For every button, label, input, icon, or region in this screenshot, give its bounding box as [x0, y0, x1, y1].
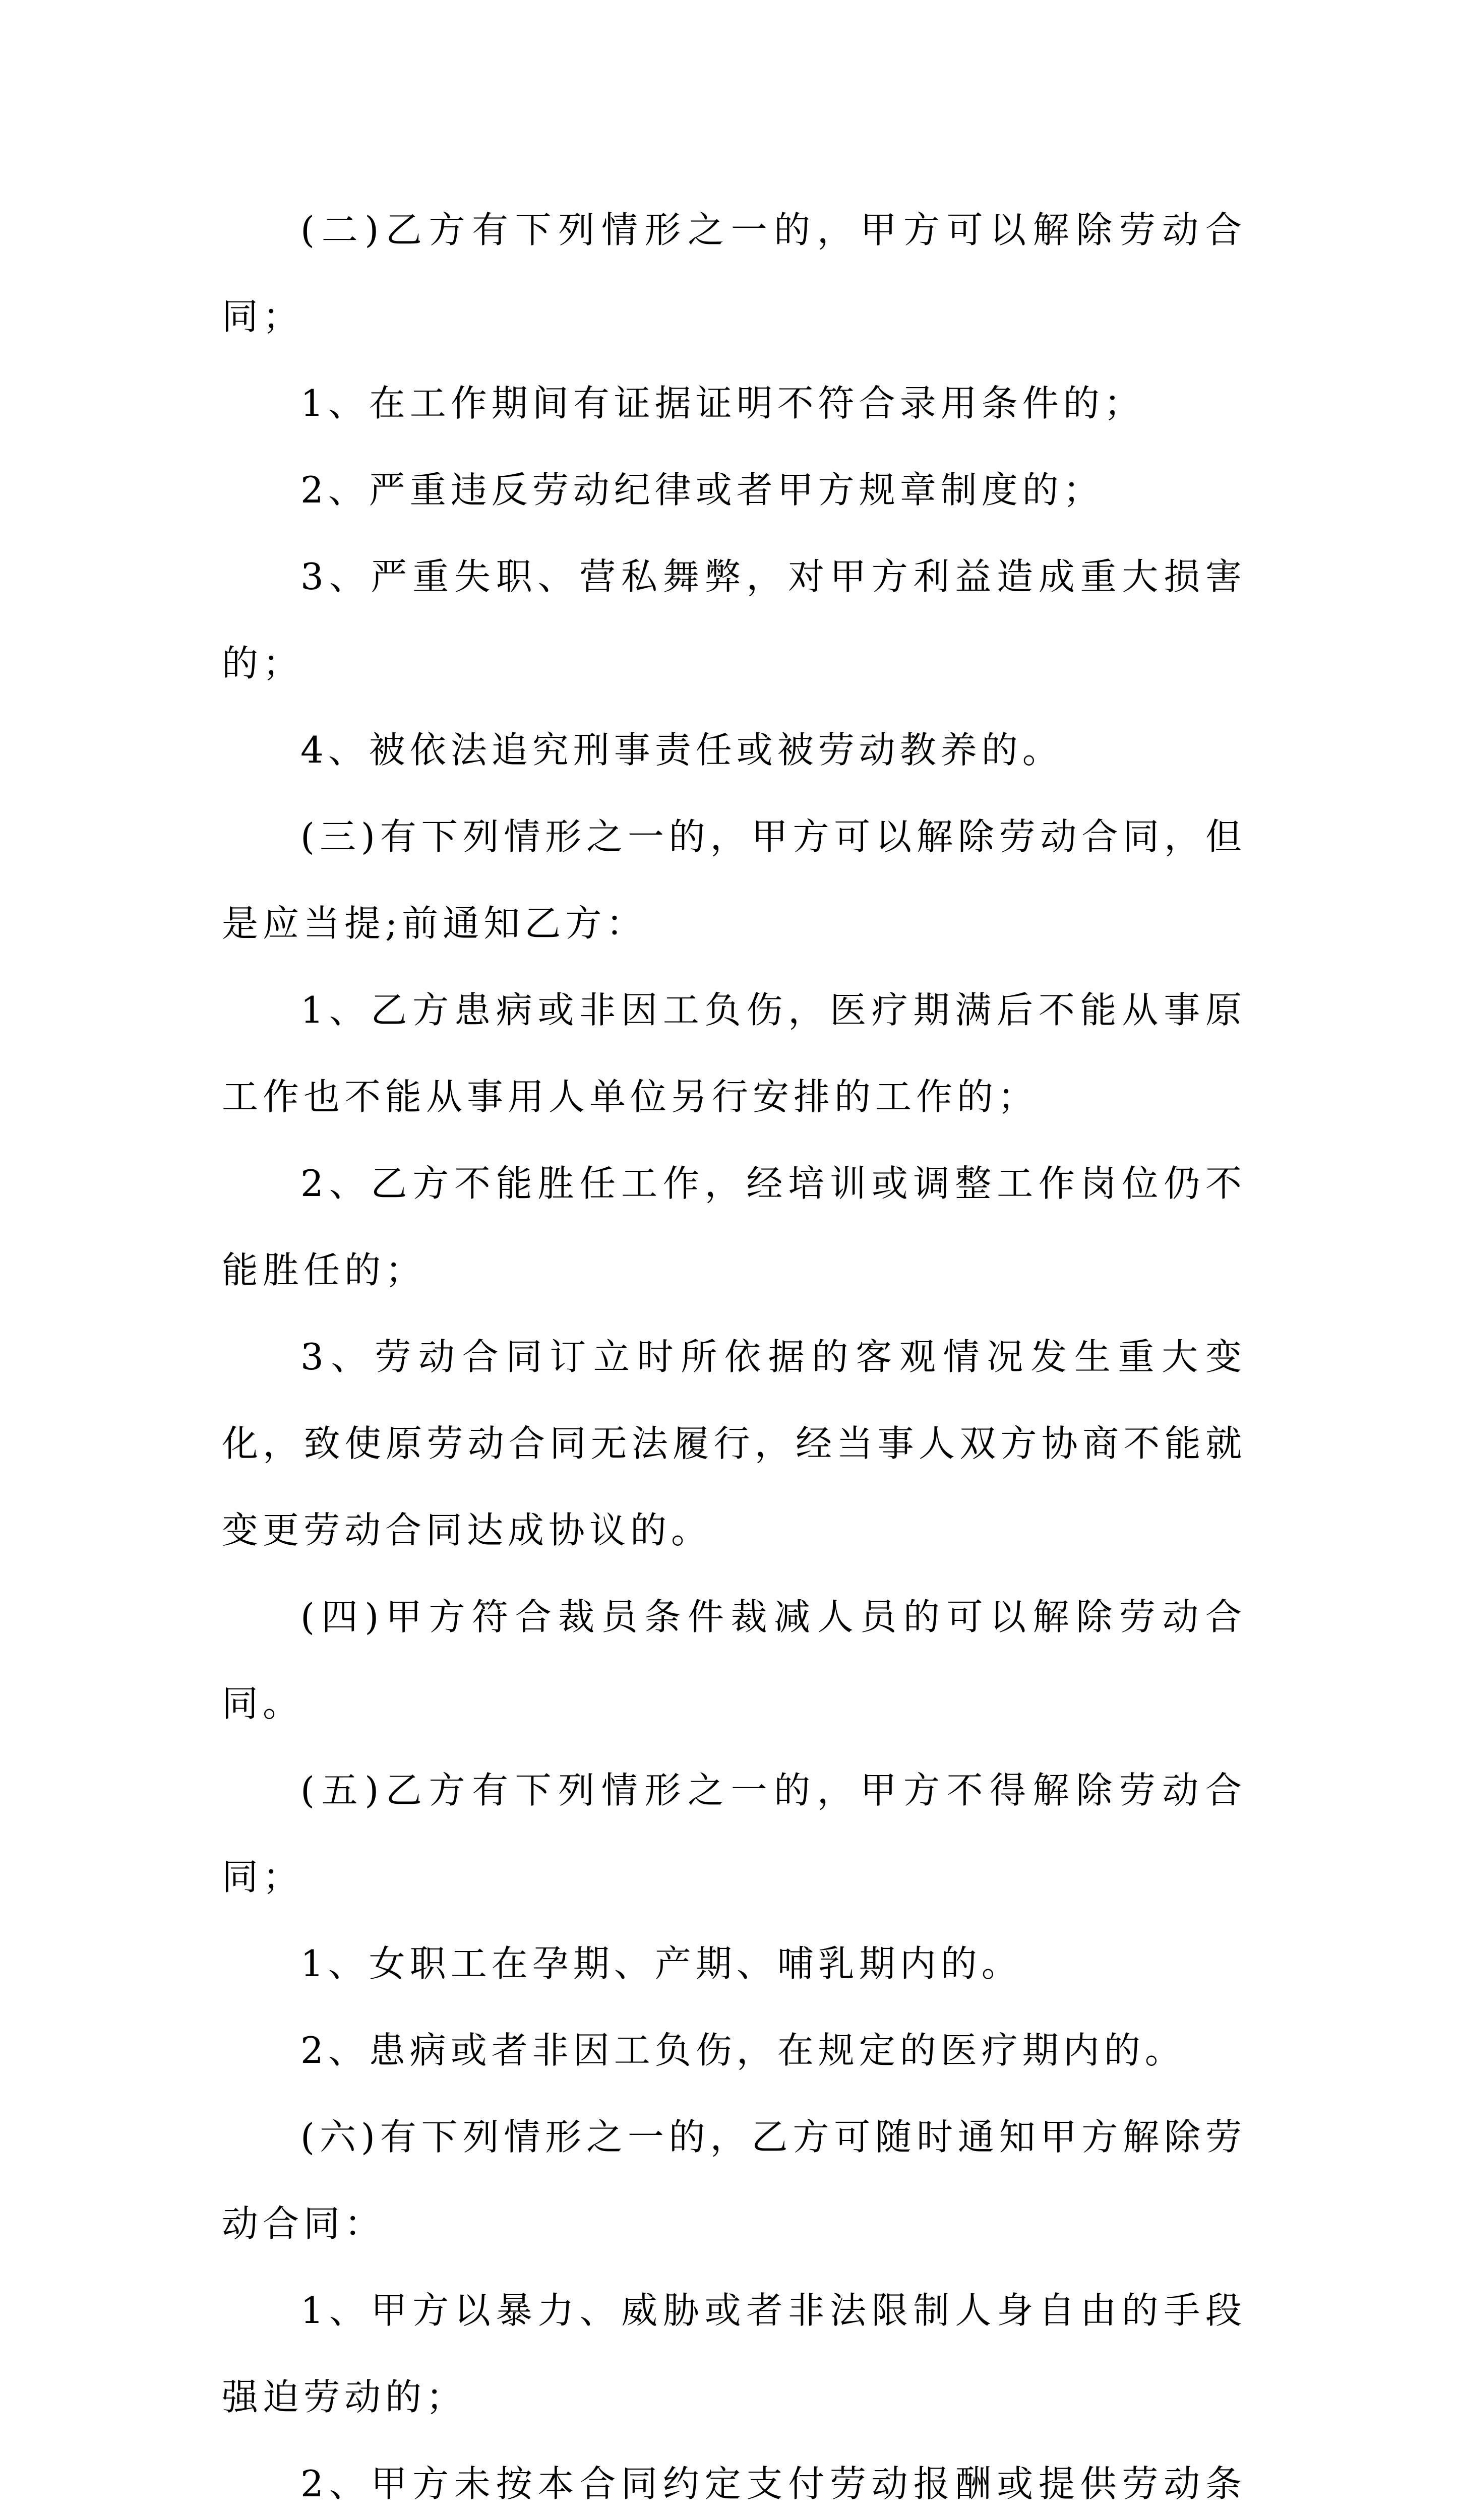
contract-body: [222, 186, 1246, 2520]
section-2-item-4: 4、被依法追究刑事责任或被劳动教养的。: [300, 729, 1063, 771]
section-6-item-2: 2、甲方未按本合同约定支付劳动报酬或提供劳动条: [300, 2463, 1246, 2505]
section-4-heading: (四)甲方符合裁员条件裁减人员的可以解除劳动合同。: [222, 1596, 1246, 1725]
section-2-item-1: 1、在工作期间有证据证明不符合录用条件的；: [300, 382, 1145, 424]
section-3-item-3: 3、劳动合同订立时所依据的客观情况发生重大变化，致使原劳动合同无法履行，经当事人双方协商不能就变更劳动合同达成协议的。: [222, 1336, 1246, 1551]
section-3-item-1: 1、乙方患病或非因工负伤，医疗期满后不能从事原工作也不能从事用人单位另行安排的工作的；: [222, 989, 1246, 1118]
section-2-heading: (二)乙方有下列情形之一的，甲方可以解除劳动合同；: [222, 209, 1246, 338]
section-2-item-2: 2、严重违反劳动纪律或者甲方规章制度的；: [300, 469, 1104, 511]
section-5-heading: (五)乙方有下列情形之一的，甲方不得解除劳动合同；: [222, 1769, 1246, 1898]
section-6-item-1: 1、甲方以暴力、威胁或者非法限制人身自由的手段强迫劳动的；: [222, 2289, 1246, 2418]
section-3-item-2: 2、乙方不能胜任工作，经培训或调整工作岗位仍不能胜任的；: [222, 1162, 1246, 1291]
section-6-heading: (六)有下列情形之一的，乙方可随时通知甲方解除劳动合同：: [222, 2116, 1246, 2245]
section-2-item-3: 3、严重失职、营私舞弊，对甲方利益造成重大损害的；: [222, 555, 1246, 684]
section-5-item-1: 1、女职工在孕期、产期、哺乳期内的。: [300, 1942, 1022, 1985]
section-5-item-2: 2、患病或者非因工负伤，在规定的医疗期内的。: [300, 2029, 1186, 2071]
section-3-heading: (三)有下列情形之一的，甲方可以解除劳动合同，但是应当提;前通知乙方：: [222, 815, 1246, 944]
